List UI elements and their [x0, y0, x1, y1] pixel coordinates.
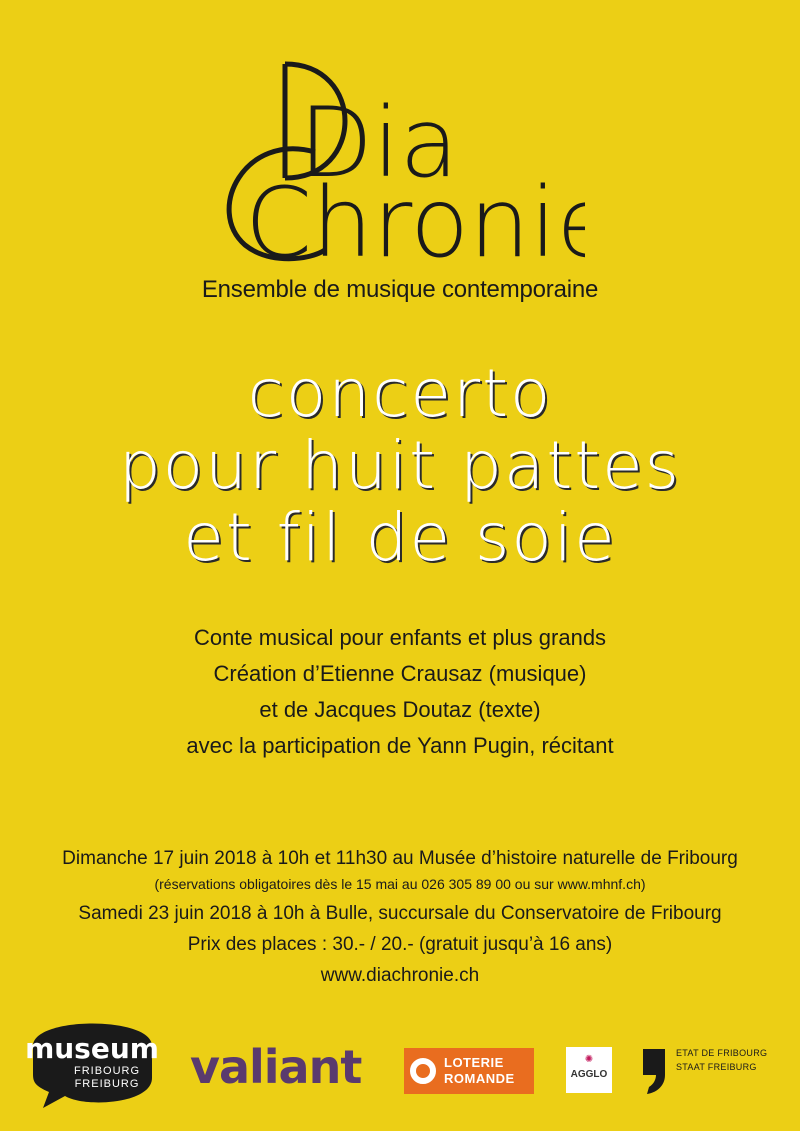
- event-date-1: Dimanche 17 juin 2018 à 10h et 11h30 au Musée d’histoire naturelle de Fribourg: [62, 848, 738, 869]
- diachronie-logo-graphic: [215, 60, 585, 270]
- concert-title: [0, 355, 800, 576]
- museum-line2: FREIBURG: [74, 1078, 140, 1090]
- event-date-2: Samedi 23 juin 2018 à 10h à Bulle, succursale du Conservatoire de Fribourg: [78, 903, 722, 924]
- museum-name: museum: [25, 1032, 159, 1065]
- sponsor-bar: [0, 1000, 800, 1131]
- loterie-line1: LOTERIE: [444, 1055, 504, 1070]
- description-line: Conte musical pour enfants et plus grands: [193, 625, 607, 650]
- agglo-dots-icon: ✺: [584, 1054, 594, 1065]
- logo-line1: Dia: [299, 87, 459, 199]
- title-line-3: et fil de soie: [183, 499, 617, 576]
- ticket-prices: Prix des places : 30.- / 20.- (gratuit jusqu’à 16 ans): [187, 934, 613, 955]
- description-line: avec la participation de Yann Pugin, récitant: [186, 733, 614, 758]
- loterie-romande-logo: [404, 1048, 534, 1094]
- title-line-2: pour huit pattes: [118, 427, 682, 504]
- museum-logo: [25, 1008, 160, 1108]
- event-info: [0, 843, 800, 991]
- etat-line1: ETAT DE FRIBOURG: [676, 1048, 768, 1058]
- etat-fribourg-logo: [676, 1046, 767, 1074]
- museum-line1: FRIBOURG: [73, 1065, 141, 1077]
- description-line: et de Jacques Doutaz (texte): [259, 697, 541, 722]
- loterie-line2: ROMANDE: [444, 1071, 515, 1086]
- etat-fribourg-mark-icon: [641, 1047, 667, 1095]
- title-line-1: concerto: [247, 355, 553, 432]
- agglo-logo: [566, 1047, 612, 1093]
- ensemble-subtitle: Ensemble de musique contemporaine: [201, 276, 599, 303]
- loterie-ring-icon: [410, 1058, 436, 1084]
- logo-line2: Chronie: [245, 167, 585, 270]
- description-line: Création d’Etienne Crausaz (musique): [213, 661, 587, 686]
- diachronie-logo: [215, 60, 585, 270]
- reservation-note: (réservations obligatoires dès le 15 mai au 026 305 89 00 ou sur www.mhnf.ch): [154, 876, 646, 892]
- website-link[interactable]: www.diachronie.ch: [320, 965, 480, 986]
- valiant-logo: valiant: [190, 1040, 362, 1094]
- description: [0, 620, 800, 764]
- etat-line2: STAAT FREIBURG: [676, 1062, 757, 1072]
- agglo-name: AGGLO: [570, 1069, 608, 1080]
